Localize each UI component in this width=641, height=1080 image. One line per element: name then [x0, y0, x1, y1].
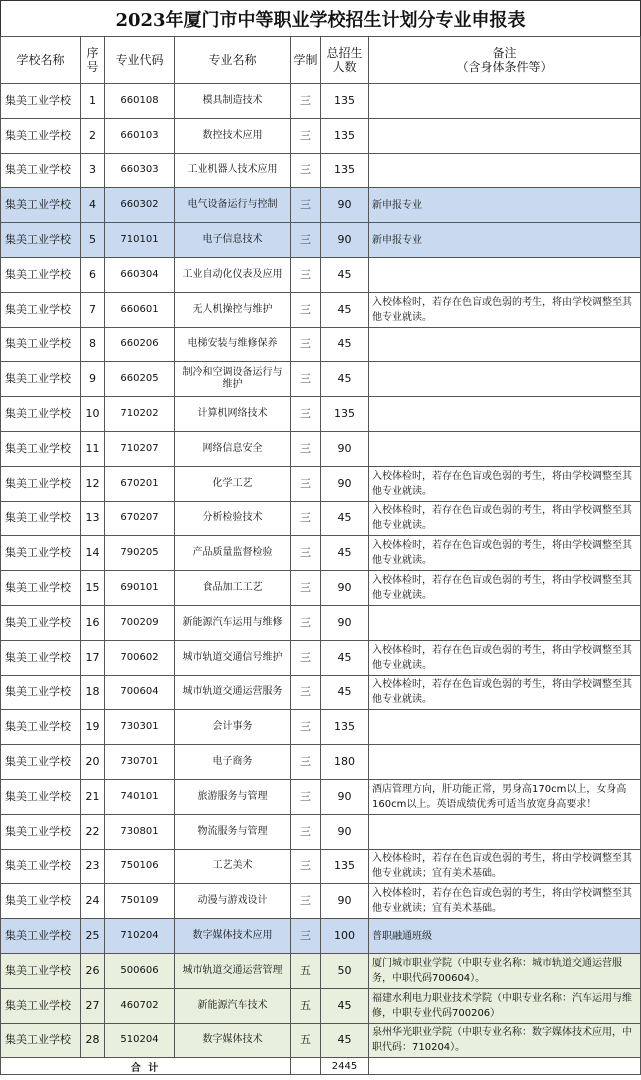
cell-school: 集美工业学校 [1, 327, 81, 362]
cell-school: 集美工业学校 [1, 257, 81, 292]
cell-code: 690101 [105, 571, 175, 606]
cell-note [369, 362, 641, 397]
cell-quota: 90 [321, 605, 369, 640]
table-row [1, 814, 641, 849]
cell-note: 入校体检时，若存在色盲或色弱的考生，将由学校调整至其他专业就读。 [369, 571, 641, 606]
table-row [1, 188, 641, 223]
cell-code: 700604 [105, 675, 175, 710]
cell-school: 集美工业学校 [1, 919, 81, 954]
cell-quota: 45 [321, 257, 369, 292]
table-row [1, 953, 641, 988]
cell-code: 460702 [105, 988, 175, 1023]
cell-quota: 135 [321, 849, 369, 884]
cell-seq: 5 [81, 223, 105, 258]
cell-code: 660108 [105, 84, 175, 119]
cell-duration: 三 [291, 292, 321, 327]
cell-seq: 24 [81, 884, 105, 919]
header-code: 专业代码 [105, 37, 175, 84]
cell-note: 福建水利电力职业技术学院（中职专业名称：汽车运用与维修，中职专业代码700206） [369, 988, 641, 1023]
cell-school: 集美工业学校 [1, 605, 81, 640]
cell-quota: 90 [321, 223, 369, 258]
cell-name: 数字媒体技术应用 [175, 919, 291, 954]
header-note-title: 备注 [492, 46, 517, 60]
cell-seq: 21 [81, 779, 105, 814]
cell-seq: 18 [81, 675, 105, 710]
header-duration: 学制 [291, 37, 321, 84]
table-row [1, 745, 641, 780]
table-row [1, 257, 641, 292]
table-row [1, 605, 641, 640]
header-school: 学校名称 [1, 37, 81, 84]
cell-seq: 2 [81, 118, 105, 153]
total-empty-cell [291, 1058, 321, 1075]
table-row [1, 675, 641, 710]
cell-note [369, 745, 641, 780]
enrollment-plan-table [0, 36, 641, 1075]
cell-duration: 三 [291, 501, 321, 536]
cell-name: 电子信息技术 [175, 223, 291, 258]
cell-name: 数控技术应用 [175, 118, 291, 153]
cell-school: 集美工业学校 [1, 536, 81, 571]
cell-quota: 45 [321, 988, 369, 1023]
cell-name: 分析检验技术 [175, 501, 291, 536]
cell-code: 710202 [105, 397, 175, 432]
cell-code: 660304 [105, 257, 175, 292]
cell-school: 集美工业学校 [1, 779, 81, 814]
total-note-cell [369, 1058, 641, 1075]
table-row [1, 84, 641, 119]
cell-seq: 16 [81, 605, 105, 640]
cell-seq: 14 [81, 536, 105, 571]
cell-name: 工业机器人技术应用 [175, 153, 291, 188]
cell-note: 新申报专业 [369, 223, 641, 258]
cell-duration: 三 [291, 919, 321, 954]
table-row [1, 466, 641, 501]
cell-code: 660103 [105, 118, 175, 153]
cell-quota: 135 [321, 84, 369, 119]
cell-school: 集美工业学校 [1, 710, 81, 745]
table-row [1, 640, 641, 675]
cell-seq: 7 [81, 292, 105, 327]
cell-code: 510204 [105, 1023, 175, 1058]
cell-code: 660205 [105, 362, 175, 397]
header-note-subtitle: （含身体条件等） [456, 60, 553, 74]
cell-quota: 45 [321, 1023, 369, 1058]
cell-seq: 12 [81, 466, 105, 501]
header-seq: 序号 [81, 37, 105, 84]
cell-duration: 三 [291, 466, 321, 501]
cell-seq: 25 [81, 919, 105, 954]
cell-note: 入校体检时，若存在色盲或色弱的考生，将由学校调整至其他专业就读。 [369, 501, 641, 536]
table-row [1, 849, 641, 884]
cell-school: 集美工业学校 [1, 640, 81, 675]
cell-duration: 三 [291, 536, 321, 571]
table-body [1, 84, 641, 1058]
table-row [1, 362, 641, 397]
cell-seq: 11 [81, 431, 105, 466]
table-row [1, 327, 641, 362]
cell-duration: 五 [291, 1023, 321, 1058]
cell-name: 工艺美术 [175, 849, 291, 884]
cell-note: 酒店管理方向，肝功能正常，男身高170cm以上，女身高160cm以上。英语成绩优秀可适当放宽身高要求！ [369, 779, 641, 814]
cell-code: 700602 [105, 640, 175, 675]
cell-note [369, 118, 641, 153]
cell-quota: 50 [321, 953, 369, 988]
cell-code: 790205 [105, 536, 175, 571]
cell-code: 750106 [105, 849, 175, 884]
cell-seq: 17 [81, 640, 105, 675]
cell-quota: 100 [321, 919, 369, 954]
cell-code: 660206 [105, 327, 175, 362]
cell-quota: 90 [321, 466, 369, 501]
cell-quota: 135 [321, 153, 369, 188]
cell-name: 城市轨道交通运营服务 [175, 675, 291, 710]
cell-school: 集美工业学校 [1, 953, 81, 988]
table-row [1, 536, 641, 571]
cell-note [369, 605, 641, 640]
cell-quota: 45 [321, 327, 369, 362]
table-row [1, 431, 641, 466]
cell-code: 660601 [105, 292, 175, 327]
cell-code: 730301 [105, 710, 175, 745]
cell-seq: 27 [81, 988, 105, 1023]
table-row [1, 779, 641, 814]
cell-note [369, 814, 641, 849]
cell-code: 710101 [105, 223, 175, 258]
table-row [1, 223, 641, 258]
cell-seq: 23 [81, 849, 105, 884]
cell-name: 模具制造技术 [175, 84, 291, 119]
cell-duration: 三 [291, 223, 321, 258]
cell-seq: 10 [81, 397, 105, 432]
cell-duration: 三 [291, 605, 321, 640]
table-row [1, 919, 641, 954]
table-row [1, 1023, 641, 1058]
cell-note: 泉州华光职业学院（中职专业名称：数字媒体技术应用，中职代码：710204）。 [369, 1023, 641, 1058]
cell-duration: 三 [291, 431, 321, 466]
cell-code: 750109 [105, 884, 175, 919]
table-title: 2023年厦门市中等职业学校招生计划分专业申报表 [0, 0, 641, 37]
table-row [1, 571, 641, 606]
cell-name: 数字媒体技术 [175, 1023, 291, 1058]
cell-name: 食品加工工艺 [175, 571, 291, 606]
cell-quota: 90 [321, 431, 369, 466]
cell-quota: 45 [321, 640, 369, 675]
cell-note: 入校体检时，若存在色盲或色弱的考生，将由学校调整至其他专业就读；宜有美术基础。 [369, 849, 641, 884]
cell-note [369, 710, 641, 745]
cell-code: 500606 [105, 953, 175, 988]
cell-note: 入校体检时，若存在色盲或色弱的考生，将由学校调整至其他专业就读；宜有美术基础。 [369, 884, 641, 919]
cell-name: 旅游服务与管理 [175, 779, 291, 814]
cell-school: 集美工业学校 [1, 988, 81, 1023]
table-row [1, 501, 641, 536]
cell-name: 新能源汽车技术 [175, 988, 291, 1023]
cell-quota: 45 [321, 501, 369, 536]
cell-quota: 90 [321, 779, 369, 814]
table-row [1, 292, 641, 327]
cell-quota: 45 [321, 362, 369, 397]
cell-seq: 9 [81, 362, 105, 397]
cell-duration: 三 [291, 257, 321, 292]
cell-duration: 三 [291, 745, 321, 780]
cell-quota: 45 [321, 536, 369, 571]
cell-name: 电子商务 [175, 745, 291, 780]
cell-quota: 135 [321, 710, 369, 745]
cell-quota: 45 [321, 292, 369, 327]
cell-school: 集美工业学校 [1, 397, 81, 432]
cell-code: 660302 [105, 188, 175, 223]
cell-name: 产品质量监督检验 [175, 536, 291, 571]
cell-duration: 三 [291, 710, 321, 745]
header-quota: 总招生人数 [321, 37, 369, 84]
cell-code: 730701 [105, 745, 175, 780]
cell-seq: 19 [81, 710, 105, 745]
cell-school: 集美工业学校 [1, 675, 81, 710]
cell-duration: 三 [291, 84, 321, 119]
cell-seq: 8 [81, 327, 105, 362]
cell-quota: 90 [321, 884, 369, 919]
table-row [1, 884, 641, 919]
cell-duration: 三 [291, 675, 321, 710]
cell-seq: 13 [81, 501, 105, 536]
cell-duration: 三 [291, 118, 321, 153]
cell-seq: 28 [81, 1023, 105, 1058]
table-row [1, 710, 641, 745]
table-row [1, 988, 641, 1023]
cell-note [369, 327, 641, 362]
cell-name: 化学工艺 [175, 466, 291, 501]
cell-duration: 三 [291, 640, 321, 675]
cell-note: 入校体检时，若存在色盲或色弱的考生，将由学校调整至其他专业就读。 [369, 536, 641, 571]
cell-duration: 三 [291, 362, 321, 397]
cell-note: 入校体检时，若存在色盲或色弱的考生，将由学校调整至其他专业就读。 [369, 466, 641, 501]
cell-code: 660303 [105, 153, 175, 188]
cell-duration: 三 [291, 153, 321, 188]
header-name: 专业名称 [175, 37, 291, 84]
cell-school: 集美工业学校 [1, 884, 81, 919]
cell-name: 会计事务 [175, 710, 291, 745]
cell-duration: 三 [291, 571, 321, 606]
cell-code: 670201 [105, 466, 175, 501]
cell-duration: 三 [291, 327, 321, 362]
total-row [1, 1058, 641, 1075]
cell-duration: 三 [291, 397, 321, 432]
cell-quota: 90 [321, 188, 369, 223]
cell-school: 集美工业学校 [1, 362, 81, 397]
table-row [1, 118, 641, 153]
cell-seq: 15 [81, 571, 105, 606]
cell-code: 710204 [105, 919, 175, 954]
cell-seq: 20 [81, 745, 105, 780]
cell-seq: 26 [81, 953, 105, 988]
cell-note: 新申报专业 [369, 188, 641, 223]
cell-seq: 1 [81, 84, 105, 119]
cell-note [369, 84, 641, 119]
cell-quota: 90 [321, 571, 369, 606]
cell-duration: 五 [291, 953, 321, 988]
cell-school: 集美工业学校 [1, 466, 81, 501]
cell-school: 集美工业学校 [1, 223, 81, 258]
cell-duration: 三 [291, 814, 321, 849]
cell-note: 入校体检时，若存在色盲或色弱的考生，将由学校调整至其他专业就读。 [369, 675, 641, 710]
cell-name: 计算机网络技术 [175, 397, 291, 432]
cell-note [369, 397, 641, 432]
cell-quota: 45 [321, 675, 369, 710]
cell-school: 集美工业学校 [1, 84, 81, 119]
table-row [1, 397, 641, 432]
cell-name: 工业自动化仪表及应用 [175, 257, 291, 292]
cell-name: 电气设备运行与控制 [175, 188, 291, 223]
cell-quota: 135 [321, 118, 369, 153]
cell-school: 集美工业学校 [1, 814, 81, 849]
cell-duration: 三 [291, 779, 321, 814]
header-note [369, 37, 641, 84]
cell-note: 厦门城市职业学院（中职专业名称：城市轨道交通运营服务，中职代码700604）。 [369, 953, 641, 988]
cell-name: 网络信息安全 [175, 431, 291, 466]
cell-school: 集美工业学校 [1, 745, 81, 780]
cell-note: 入校体检时，若存在色盲或色弱的考生，将由学校调整至其他专业就读。 [369, 292, 641, 327]
cell-note [369, 257, 641, 292]
cell-seq: 4 [81, 188, 105, 223]
cell-note: 普职融通班级 [369, 919, 641, 954]
cell-school: 集美工业学校 [1, 431, 81, 466]
total-value: 2445 [321, 1058, 369, 1075]
cell-name: 物流服务与管理 [175, 814, 291, 849]
cell-school: 集美工业学校 [1, 571, 81, 606]
cell-seq: 3 [81, 153, 105, 188]
cell-school: 集美工业学校 [1, 501, 81, 536]
cell-code: 670207 [105, 501, 175, 536]
cell-school: 集美工业学校 [1, 118, 81, 153]
cell-code: 740101 [105, 779, 175, 814]
cell-duration: 三 [291, 188, 321, 223]
cell-code: 730801 [105, 814, 175, 849]
cell-seq: 6 [81, 257, 105, 292]
cell-school: 集美工业学校 [1, 1023, 81, 1058]
cell-duration: 三 [291, 884, 321, 919]
cell-code: 700209 [105, 605, 175, 640]
cell-school: 集美工业学校 [1, 153, 81, 188]
cell-name: 制冷和空调设备运行与维护 [175, 362, 291, 397]
cell-school: 集美工业学校 [1, 292, 81, 327]
total-label: 合 计 [1, 1058, 291, 1075]
cell-quota: 135 [321, 397, 369, 432]
cell-duration: 三 [291, 849, 321, 884]
cell-duration: 五 [291, 988, 321, 1023]
cell-name: 新能源汽车运用与维修 [175, 605, 291, 640]
cell-note: 入校体检时，若存在色盲或色弱的考生，将由学校调整至其他专业就读。 [369, 640, 641, 675]
cell-quota: 90 [321, 814, 369, 849]
cell-school: 集美工业学校 [1, 188, 81, 223]
cell-name: 无人机操控与维护 [175, 292, 291, 327]
header-row [1, 37, 641, 84]
cell-seq: 22 [81, 814, 105, 849]
cell-note [369, 153, 641, 188]
table-row [1, 153, 641, 188]
cell-note [369, 431, 641, 466]
cell-name: 城市轨道交通运营管理 [175, 953, 291, 988]
cell-name: 电梯安装与维修保养 [175, 327, 291, 362]
cell-school: 集美工业学校 [1, 849, 81, 884]
cell-name: 城市轨道交通信号维护 [175, 640, 291, 675]
cell-name: 动漫与游戏设计 [175, 884, 291, 919]
cell-quota: 180 [321, 745, 369, 780]
cell-code: 710207 [105, 431, 175, 466]
